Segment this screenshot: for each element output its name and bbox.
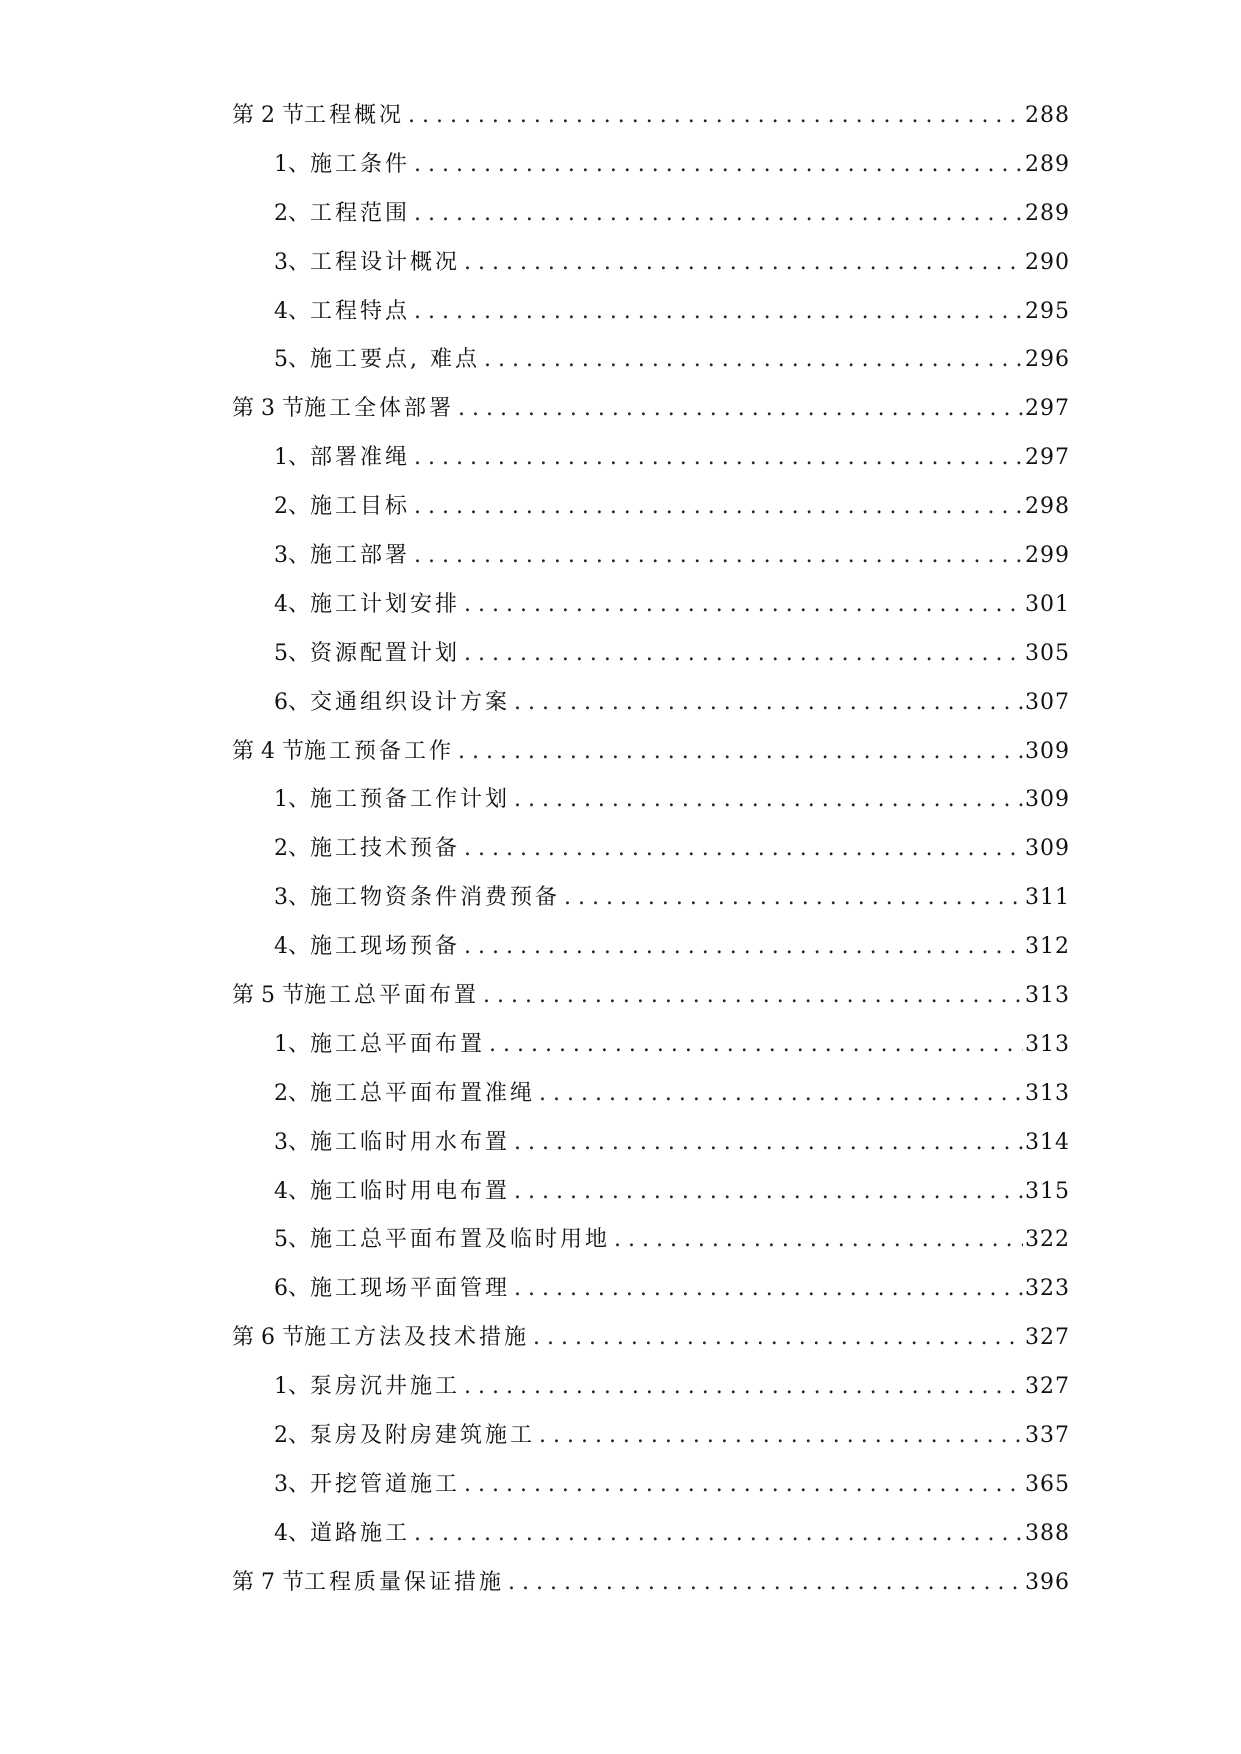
toc-entry-page-number: 289 bbox=[1025, 151, 1070, 177]
toc-entry-number: 3、 bbox=[274, 1129, 310, 1155]
toc-dot-leader bbox=[533, 1325, 1023, 1350]
toc-entry-page-number: 289 bbox=[1025, 200, 1070, 226]
toc-entry-number: 1、 bbox=[274, 787, 310, 813]
toc-dot-leader bbox=[484, 347, 1023, 372]
toc-entry-number: 6、 bbox=[274, 1276, 310, 1302]
toc-section-entry[interactable] bbox=[232, 391, 1070, 440]
toc-dot-leader bbox=[458, 739, 1023, 764]
toc-entry-number: 2、 bbox=[274, 1080, 310, 1106]
toc-subsection-entry[interactable] bbox=[232, 538, 1070, 587]
toc-dot-leader bbox=[464, 641, 1023, 666]
toc-subsection-entry[interactable] bbox=[232, 1222, 1070, 1271]
toc-entry-page-number: 323 bbox=[1025, 1276, 1070, 1302]
toc-subsection-entry[interactable] bbox=[232, 636, 1070, 685]
toc-entry-number: 1、 bbox=[274, 151, 310, 177]
toc-entry-title: 交通组织设计方案 bbox=[310, 689, 511, 715]
toc-entry-title: 开挖管道施工 bbox=[310, 1471, 461, 1497]
toc-entry-number: 1、 bbox=[274, 1031, 310, 1057]
toc-entry-title: 施工现场预备 bbox=[310, 934, 461, 960]
toc-entry-title: 工程设计概况 bbox=[310, 249, 461, 275]
toc-subsection-entry[interactable] bbox=[232, 1516, 1070, 1565]
toc-entry-title: 施工预备工作计划 bbox=[310, 787, 511, 813]
toc-dot-leader bbox=[564, 885, 1023, 910]
toc-entry-title: 施工要点, 难点 bbox=[310, 347, 480, 373]
toc-entry-title: 施工方法及技术措施 bbox=[303, 1325, 529, 1351]
toc-subsection-entry[interactable] bbox=[232, 1125, 1070, 1174]
toc-entry-page-number: 288 bbox=[1025, 103, 1070, 128]
toc-entry-number: 第 3 节 bbox=[232, 396, 304, 422]
toc-entry-page-number: 396 bbox=[1025, 1569, 1070, 1595]
toc-entry-page-number: 313 bbox=[1025, 983, 1070, 1009]
toc-entry-title: 施工总平面布置及临时用地 bbox=[310, 1227, 611, 1253]
toc-dot-leader bbox=[489, 1032, 1023, 1057]
toc-section-entry[interactable] bbox=[232, 978, 1070, 1027]
toc-subsection-entry[interactable] bbox=[232, 294, 1070, 343]
toc-entry-number: 2、 bbox=[274, 494, 310, 520]
toc-dot-leader bbox=[514, 1179, 1023, 1204]
toc-entry-number: 5、 bbox=[274, 1227, 310, 1253]
toc-entry-page-number: 311 bbox=[1025, 885, 1070, 911]
toc-entry-page-number: 313 bbox=[1025, 1080, 1070, 1106]
toc-subsection-entry[interactable] bbox=[232, 1076, 1070, 1125]
toc-entry-title: 泵房沉井施工 bbox=[310, 1374, 461, 1400]
toc-entry-page-number: 312 bbox=[1025, 934, 1070, 960]
toc-entry-page-number: 295 bbox=[1025, 298, 1070, 324]
toc-entry-number: 第 4 节 bbox=[232, 738, 304, 764]
toc-entry-title: 资源配置计划 bbox=[310, 640, 461, 666]
toc-entry-page-number: 309 bbox=[1025, 738, 1070, 764]
toc-entry-page-number: 305 bbox=[1025, 640, 1070, 666]
toc-entry-page-number: 315 bbox=[1025, 1178, 1070, 1204]
toc-dot-leader bbox=[514, 787, 1023, 812]
toc-dot-leader bbox=[483, 983, 1023, 1008]
toc-entry-title: 施工条件 bbox=[310, 151, 411, 177]
toc-entry-page-number: 365 bbox=[1025, 1471, 1070, 1497]
toc-entry-title: 施工全体部署 bbox=[303, 396, 454, 422]
toc-subsection-entry[interactable] bbox=[232, 929, 1070, 978]
toc-subsection-entry[interactable] bbox=[232, 489, 1070, 538]
toc-dot-leader bbox=[514, 1130, 1023, 1155]
toc-entry-title: 工程概况 bbox=[303, 103, 404, 128]
toc-entry-number: 5、 bbox=[274, 347, 310, 373]
toc-dot-leader bbox=[414, 445, 1023, 470]
toc-entry-page-number: 309 bbox=[1025, 836, 1070, 862]
toc-dot-leader bbox=[414, 152, 1023, 177]
toc-subsection-entry[interactable] bbox=[232, 1271, 1070, 1320]
toc-subsection-entry[interactable] bbox=[232, 1418, 1070, 1467]
toc-subsection-entry[interactable] bbox=[232, 1027, 1070, 1076]
toc-entry-title: 施工总平面布置准绳 bbox=[310, 1080, 536, 1106]
toc-entry-page-number: 297 bbox=[1025, 396, 1070, 422]
toc-subsection-entry[interactable] bbox=[232, 831, 1070, 880]
toc-subsection-entry[interactable] bbox=[232, 1369, 1070, 1418]
toc-entry-page-number: 298 bbox=[1025, 494, 1070, 520]
toc-entry-number: 1、 bbox=[274, 1374, 310, 1400]
toc-entry-number: 6、 bbox=[274, 689, 310, 715]
toc-subsection-entry[interactable] bbox=[232, 880, 1070, 929]
toc-subsection-entry[interactable] bbox=[232, 1467, 1070, 1516]
toc-entry-number: 3、 bbox=[274, 249, 310, 275]
toc-subsection-entry[interactable] bbox=[232, 587, 1070, 636]
toc-dot-leader bbox=[464, 1374, 1023, 1399]
toc-dot-leader bbox=[514, 690, 1023, 715]
toc-entry-number: 第 5 节 bbox=[232, 983, 304, 1009]
toc-entry-title: 施工目标 bbox=[310, 494, 411, 520]
toc-section-entry[interactable] bbox=[232, 98, 1070, 147]
toc-entry-number: 2、 bbox=[274, 200, 310, 226]
toc-dot-leader bbox=[464, 592, 1023, 617]
toc-entry-number: 3、 bbox=[274, 1471, 310, 1497]
toc-dot-leader bbox=[414, 494, 1023, 519]
toc-entry-number: 第 6 节 bbox=[232, 1325, 304, 1351]
toc-entry-number: 第 2 节 bbox=[232, 103, 304, 128]
toc-entry-number: 4、 bbox=[274, 1520, 310, 1546]
toc-dot-leader bbox=[614, 1227, 1023, 1252]
toc-entry-number: 2、 bbox=[274, 836, 310, 862]
toc-entry-number: 4、 bbox=[274, 298, 310, 324]
toc-entry-title: 施工部署 bbox=[310, 543, 411, 569]
toc-entry-number: 4、 bbox=[274, 934, 310, 960]
toc-entry-number: 4、 bbox=[274, 591, 310, 617]
toc-subsection-entry[interactable] bbox=[232, 342, 1070, 391]
toc-entry-title: 施工总平面布置 bbox=[310, 1031, 486, 1057]
toc-dot-leader bbox=[414, 201, 1023, 226]
toc-entry-number: 3、 bbox=[274, 885, 310, 911]
toc-entry-title: 施工物资条件消费预备 bbox=[310, 885, 561, 911]
toc-dot-leader bbox=[508, 1570, 1023, 1595]
toc-entry-number: 4、 bbox=[274, 1178, 310, 1204]
toc-entry-page-number: 314 bbox=[1025, 1129, 1070, 1155]
toc-entry-number: 1、 bbox=[274, 445, 310, 471]
toc-entry-title: 施工预备工作 bbox=[303, 738, 454, 764]
toc-entry-page-number: 313 bbox=[1025, 1031, 1070, 1057]
toc-dot-leader bbox=[414, 299, 1023, 324]
toc-entry-number: 2、 bbox=[274, 1423, 310, 1449]
toc-subsection-entry[interactable] bbox=[232, 196, 1070, 245]
toc-entry-page-number: 327 bbox=[1025, 1374, 1070, 1400]
toc-subsection-entry[interactable] bbox=[232, 440, 1070, 489]
toc-entry-title: 施工临时用电布置 bbox=[310, 1178, 511, 1204]
toc-entry-title: 工程范围 bbox=[310, 200, 411, 226]
toc-dot-leader bbox=[539, 1081, 1023, 1106]
toc-entry-title: 施工临时用水布置 bbox=[310, 1129, 511, 1155]
toc-entry-title: 工程质量保证措施 bbox=[303, 1569, 504, 1595]
toc-dot-leader bbox=[464, 934, 1023, 959]
toc-entry-page-number: 388 bbox=[1025, 1520, 1070, 1546]
toc-subsection-entry[interactable] bbox=[232, 782, 1070, 831]
toc-dot-leader bbox=[414, 1521, 1023, 1546]
toc-subsection-entry[interactable] bbox=[232, 147, 1070, 196]
toc-entry-page-number: 299 bbox=[1025, 543, 1070, 569]
toc-entry-page-number: 297 bbox=[1025, 445, 1070, 471]
toc-subsection-entry[interactable] bbox=[232, 245, 1070, 294]
toc-dot-leader bbox=[464, 1472, 1023, 1497]
toc-entry-title: 施工计划安排 bbox=[310, 591, 461, 617]
toc-entry-number: 第 7 节 bbox=[232, 1569, 304, 1595]
table-of-contents bbox=[232, 98, 1070, 1614]
toc-entry-title: 工程特点 bbox=[310, 298, 411, 324]
toc-entry-title: 道路施工 bbox=[310, 1520, 411, 1546]
toc-entry-title: 部署准绳 bbox=[310, 445, 411, 471]
toc-entry-page-number: 301 bbox=[1025, 591, 1070, 617]
toc-section-entry[interactable] bbox=[232, 734, 1070, 783]
toc-entry-number: 5、 bbox=[274, 640, 310, 666]
toc-section-entry[interactable] bbox=[232, 1320, 1070, 1369]
toc-entry-page-number: 327 bbox=[1025, 1325, 1070, 1351]
toc-dot-leader bbox=[458, 396, 1023, 421]
toc-dot-leader bbox=[464, 836, 1023, 861]
toc-entry-page-number: 307 bbox=[1025, 689, 1070, 715]
toc-entry-title: 施工现场平面管理 bbox=[310, 1276, 511, 1302]
toc-entry-page-number: 309 bbox=[1025, 787, 1070, 813]
toc-entry-number: 3、 bbox=[274, 543, 310, 569]
toc-dot-leader bbox=[539, 1423, 1023, 1448]
toc-entry-page-number: 337 bbox=[1025, 1423, 1070, 1449]
toc-entry-page-number: 322 bbox=[1025, 1227, 1070, 1253]
toc-entry-page-number: 290 bbox=[1025, 249, 1070, 275]
toc-entry-title: 泵房及附房建筑施工 bbox=[310, 1423, 536, 1449]
toc-entry-title: 施工技术预备 bbox=[310, 836, 461, 862]
toc-entry-page-number: 296 bbox=[1025, 347, 1070, 373]
toc-dot-leader bbox=[408, 103, 1023, 128]
toc-subsection-entry[interactable] bbox=[232, 1174, 1070, 1223]
toc-section-entry[interactable] bbox=[232, 1565, 1070, 1614]
toc-dot-leader bbox=[464, 250, 1023, 275]
toc-subsection-entry[interactable] bbox=[232, 685, 1070, 734]
toc-entry-title: 施工总平面布置 bbox=[303, 983, 479, 1009]
toc-dot-leader bbox=[414, 543, 1023, 568]
toc-dot-leader bbox=[514, 1276, 1023, 1301]
